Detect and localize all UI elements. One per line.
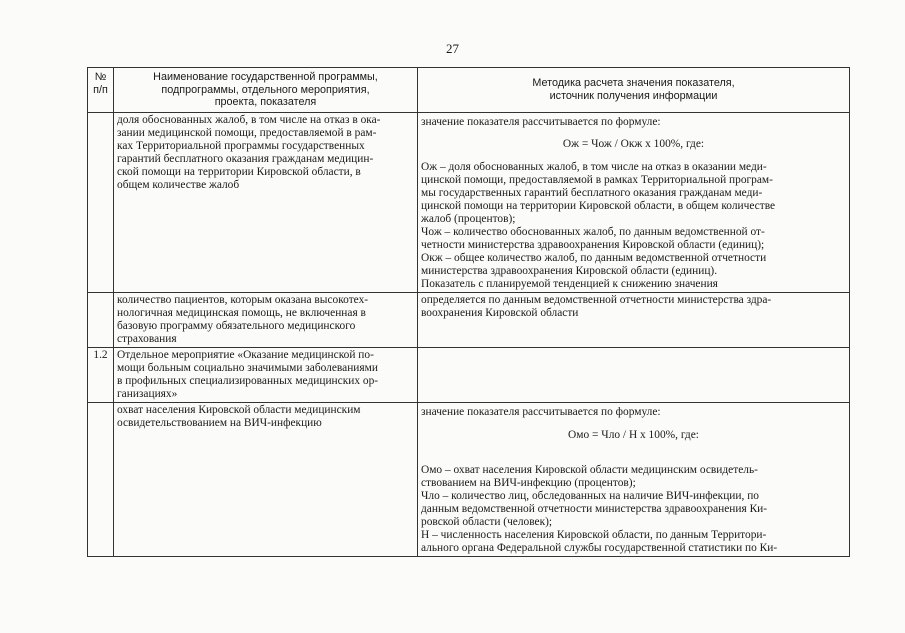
row-method [418, 113, 850, 293]
row-num [88, 113, 114, 293]
row-method [418, 348, 850, 403]
definition: Н – численность населения Кировской области, по данным Территори- ального органа Федеральной службы государственной статистики по Ки- [421, 529, 778, 554]
formula: Омо = Чло / Н х 100%, где: [568, 429, 699, 441]
definition: Показатель с планируемой тенденцией к снижению значения [421, 278, 718, 290]
table-header-row [88, 68, 850, 113]
row-name: доля обоснованных жалоб, в том числе на отказ в ока- зании медицинской помощи, предоставляемой в рам- ках Территориальной программы государственных гарантий бесплатного оказания гражданам медицин- ской помощи на территории Кировской области, в общем количестве жалоб [114, 113, 418, 293]
row-num: 1.2 [88, 348, 114, 403]
row-num [88, 293, 114, 348]
formula: Ож = Чож / Окж х 100%, где: [562, 138, 705, 150]
formula-intro: значение показателя рассчитывается по формуле: [421, 406, 661, 418]
table-row [88, 113, 850, 293]
row-name: количество пациентов, которым оказана высокотех- нологичная медицинская помощь, не включенная в базовую программу обязательного медицинского страхования [114, 293, 418, 348]
definition: Чож – количество обоснованных жалоб, по данным ведомственной от- четности министерства здравоохранения Кировской области (единиц); [421, 226, 765, 251]
header-method: Методика расчета значения показателя, источник получения информации [418, 68, 850, 113]
definition: Омо – охват населения Кировской области медицинским освидетель- ствованием на ВИЧ-инфекцию (процентов); [421, 464, 758, 489]
definition: Окж – общее количество жалоб, по данным ведомственной отчетности министерства здравоохранения Кировской области (единиц). [421, 252, 767, 277]
definition: Ож – доля обоснованных жалоб, в том числе на отказ в оказании меди- цинской помощи, предоставляемой в рамках Территориальной програм- мы государственных гарантий бесплатного оказания гражданам меди- цинской помощи на территории Кировской области, в общем количестве жалоб (процентов); [421, 161, 776, 225]
header-num: № п/п [88, 68, 114, 113]
page-number: 27 [446, 41, 459, 56]
row-num [88, 403, 114, 557]
definition: Чло – количество лиц, обследованных на наличие ВИЧ-инфекции, по данным ведомственной отчетности министерства здравоохранения Ки- ровской области (человек); [421, 490, 768, 528]
table-row [88, 348, 850, 403]
indicator-table [87, 67, 850, 557]
row-name: охват населения Кировской области медицинским освидетельствованием на ВИЧ-инфекцию [114, 403, 418, 557]
row-name: Отдельное мероприятие «Оказание медицинской по- мощи больным социально значимыми заболеваниями в профильных специализированных медицинских ор- ганизациях» [114, 348, 418, 403]
table-row [88, 293, 850, 348]
table-row [88, 403, 850, 557]
row-method: определяется по данным ведомственной отчетности министерства здра- воохранения Кировской области [418, 293, 850, 348]
formula-intro: значение показателя рассчитывается по формуле: [421, 116, 661, 128]
header-name: Наименование государственной программы, подпрограммы, отдельного мероприятия, проекта, показателя [114, 68, 418, 113]
row-method [418, 403, 850, 557]
